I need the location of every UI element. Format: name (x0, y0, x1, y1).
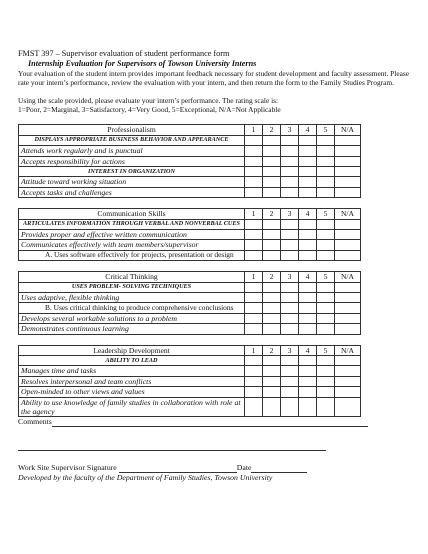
evaluation-form (18, 49, 410, 482)
rating-cell (335, 219, 361, 229)
section-header-row (19, 345, 361, 355)
rating-cell[interactable] (299, 240, 317, 250)
rating-cell[interactable] (335, 303, 361, 313)
rating-column-header: 3 (281, 209, 299, 219)
rating-cell[interactable] (317, 293, 335, 303)
rating-cell (317, 219, 335, 229)
table-row (19, 250, 361, 260)
rating-column-header: N/A (335, 209, 361, 219)
rating-cell[interactable] (335, 366, 361, 376)
section-title: Leadership Development (19, 345, 245, 355)
rating-cell[interactable] (281, 230, 299, 240)
rating-cell[interactable] (317, 187, 335, 197)
signature-label: Work Site Supervisor Signature (18, 463, 117, 473)
table-row (19, 324, 361, 334)
criteria-item: Uses adaptive, flexible thinking (19, 293, 245, 303)
rating-cell (245, 219, 263, 229)
table-row (19, 230, 361, 240)
scale-legend: 1=Poor, 2=Marginal, 3=Satisfactory, 4=Very Good, 5=Exceptional, N/A=Not Applicable (18, 105, 281, 115)
rating-cell[interactable] (263, 387, 281, 397)
rating-cell (281, 135, 299, 145)
table-row (19, 366, 361, 376)
rating-cell[interactable] (317, 313, 335, 323)
rating-cell[interactable] (281, 156, 299, 166)
rating-cell[interactable] (299, 177, 317, 187)
criteria-item: Attitude toward working situation (19, 177, 245, 187)
rating-cell[interactable] (281, 366, 299, 376)
rating-cell (299, 135, 317, 145)
rating-cell[interactable] (263, 366, 281, 376)
rating-cell (317, 356, 335, 366)
table-row (19, 387, 361, 397)
rating-column-header: 4 (299, 345, 317, 355)
date-label: Date (236, 463, 252, 473)
rating-cell[interactable] (245, 177, 263, 187)
comments-extra-line-row (18, 433, 410, 451)
rating-cell[interactable] (281, 187, 299, 197)
rating-column-header: 4 (299, 272, 317, 282)
criteria-item: Accepts responsibility for actions (19, 156, 245, 166)
rating-cell (317, 135, 335, 145)
criteria-item: Resolves interpersonal and team conflicts (19, 376, 245, 386)
rating-column-header: N/A (335, 125, 361, 135)
table-row (19, 177, 361, 187)
rating-cell[interactable] (317, 324, 335, 334)
rating-column-header: N/A (335, 272, 361, 282)
section-table (18, 124, 361, 198)
rating-cell[interactable] (335, 146, 361, 156)
rating-cell (335, 135, 361, 145)
rating-cell[interactable] (263, 397, 281, 417)
rating-column-header: 2 (263, 345, 281, 355)
table-row (19, 156, 361, 166)
rating-column-header: 2 (263, 272, 281, 282)
rating-cell (335, 356, 361, 366)
criteria-item: Develops several workable solutions to a problem (19, 313, 245, 323)
rating-cell[interactable] (245, 324, 263, 334)
rating-column-header: N/A (335, 345, 361, 355)
rating-cell[interactable] (263, 177, 281, 187)
rating-cell[interactable] (281, 324, 299, 334)
rating-cell[interactable] (335, 187, 361, 197)
rating-cell (317, 282, 335, 292)
table-row (19, 135, 361, 145)
table-row (19, 293, 361, 303)
table-row (19, 240, 361, 250)
table-row (19, 167, 361, 177)
rating-cell[interactable] (299, 376, 317, 386)
rating-cell[interactable] (263, 156, 281, 166)
rating-cell[interactable] (263, 303, 281, 313)
date-line[interactable] (251, 464, 307, 473)
rating-cell[interactable] (335, 397, 361, 417)
criteria-item: Communicates effectively with team members/supervisor (19, 240, 245, 250)
rating-column-header: 4 (299, 209, 317, 219)
rating-cell[interactable] (263, 250, 281, 260)
rating-cell[interactable] (335, 387, 361, 397)
rating-cell[interactable] (317, 240, 335, 250)
table-row (19, 397, 361, 417)
rating-cell (281, 282, 299, 292)
criteria-category: ABILITY TO LEAD (19, 356, 245, 366)
rating-cell[interactable] (335, 250, 361, 260)
rating-cell (335, 167, 361, 177)
rating-cell (263, 219, 281, 229)
rating-column-header: 1 (245, 272, 263, 282)
section-table (18, 345, 361, 418)
rating-cell (299, 356, 317, 366)
rating-cell (263, 135, 281, 145)
rating-cell[interactable] (335, 230, 361, 240)
rating-cell (245, 356, 263, 366)
rating-cell[interactable] (335, 177, 361, 187)
rating-column-header: 2 (263, 125, 281, 135)
rating-column-header: 1 (245, 209, 263, 219)
comments-label: Comments (18, 417, 52, 427)
rating-cell[interactable] (263, 230, 281, 240)
rating-cell[interactable] (317, 376, 335, 386)
rating-cell[interactable] (317, 146, 335, 156)
rating-cell (245, 135, 263, 145)
rating-cell[interactable] (317, 303, 335, 313)
rating-cell[interactable] (281, 387, 299, 397)
comments-row (18, 417, 410, 427)
criteria-item: B. Uses critical thinking to produce comprehensive conclusions (19, 303, 245, 313)
rating-column-header: 1 (245, 345, 263, 355)
rating-cell[interactable] (299, 303, 317, 313)
form-title: FMST 397 – Supervisor evaluation of student performance form (18, 49, 230, 58)
rating-cell (245, 167, 263, 177)
rating-cell[interactable] (245, 250, 263, 260)
rating-column-header: 5 (317, 209, 335, 219)
rating-cell[interactable] (299, 313, 317, 323)
rating-cell[interactable] (245, 376, 263, 386)
rating-column-header: 5 (317, 345, 335, 355)
table-row (19, 303, 361, 313)
criteria-item: Manages time and tasks (19, 366, 245, 376)
scale-instruction: Using the scale provided, please evaluate your intern’s performance. The rating scale is: (18, 96, 279, 105)
section-title: Critical Thinking (19, 272, 245, 282)
rating-cell[interactable] (245, 397, 263, 417)
intro-paragraph: Your evaluation of the student intern provides important feedback necessary for student development and faculty assessment. Please rate your intern’s performance, review the evaluation with your intern, and then return the form to the Family Studies Program. (18, 68, 410, 87)
rating-cell[interactable] (317, 397, 335, 417)
rating-cell (299, 219, 317, 229)
rating-cell (263, 167, 281, 177)
criteria-item: Demonstrates continuous learning (19, 324, 245, 334)
rating-cell[interactable] (299, 187, 317, 197)
rating-cell[interactable] (245, 293, 263, 303)
rating-cell (281, 167, 299, 177)
comments-line[interactable] (52, 418, 368, 427)
rating-cell[interactable] (299, 250, 317, 260)
comments-line-2[interactable] (18, 446, 326, 451)
criteria-category: INTEREST IN ORGANIZATION (19, 167, 245, 177)
rating-cell[interactable] (263, 376, 281, 386)
rating-cell[interactable] (335, 376, 361, 386)
rating-cell[interactable] (281, 397, 299, 417)
rating-cell[interactable] (299, 230, 317, 240)
rating-cell[interactable] (281, 376, 299, 386)
rating-cell (299, 167, 317, 177)
rating-sections (18, 124, 410, 417)
rating-column-header: 3 (281, 272, 299, 282)
rating-column-header: 3 (281, 345, 299, 355)
rating-cell[interactable] (299, 156, 317, 166)
rating-cell[interactable] (245, 230, 263, 240)
section-title: Communication Skills (19, 209, 245, 219)
table-row (19, 356, 361, 366)
rating-cell[interactable] (317, 177, 335, 187)
rating-cell[interactable] (263, 324, 281, 334)
criteria-item: A. Uses software effectively for projects, presentation or design (19, 250, 245, 260)
rating-column-header: 3 (281, 125, 299, 135)
rating-cell[interactable] (299, 146, 317, 156)
credit-line: Developed by the faculty of the Department of Family Studies, Towson University (18, 472, 273, 482)
section-table (18, 271, 361, 334)
rating-cell[interactable] (245, 313, 263, 323)
rating-cell[interactable] (245, 240, 263, 250)
rating-cell[interactable] (281, 303, 299, 313)
rating-cell[interactable] (335, 324, 361, 334)
rating-cell[interactable] (281, 293, 299, 303)
criteria-item: Open-minded to other views and values (19, 387, 245, 397)
rating-column-header: 5 (317, 272, 335, 282)
rating-cell[interactable] (317, 366, 335, 376)
rating-cell[interactable] (335, 156, 361, 166)
criteria-item: Accepts tasks and challenges (19, 187, 245, 197)
rating-cell[interactable] (299, 366, 317, 376)
rating-cell[interactable] (245, 366, 263, 376)
rating-cell[interactable] (281, 313, 299, 323)
rating-cell (281, 219, 299, 229)
table-row (19, 219, 361, 229)
form-subtitle: Internship Evaluation for Supervisors of Towson University Interns (28, 58, 257, 68)
table-row (19, 376, 361, 386)
rating-cell[interactable] (245, 146, 263, 156)
criteria-category: USES PROBLEM- SOLVING TECHNIQUES (19, 282, 245, 292)
rating-cell (299, 282, 317, 292)
rating-column-header: 5 (317, 125, 335, 135)
rating-cell[interactable] (299, 387, 317, 397)
table-row (19, 187, 361, 197)
rating-cell[interactable] (263, 187, 281, 197)
rating-cell[interactable] (317, 250, 335, 260)
rating-column-header: 1 (245, 125, 263, 135)
rating-cell (263, 356, 281, 366)
rating-cell[interactable] (263, 146, 281, 156)
criteria-item: Attends work regularly and is punctual (19, 146, 245, 156)
rating-cell[interactable] (281, 250, 299, 260)
rating-cell[interactable] (281, 240, 299, 250)
rating-cell[interactable] (263, 240, 281, 250)
rating-column-header: 2 (263, 209, 281, 219)
table-row (19, 146, 361, 156)
rating-cell (317, 167, 335, 177)
signature-line[interactable] (119, 464, 237, 473)
rating-cell[interactable] (317, 156, 335, 166)
rating-cell (281, 356, 299, 366)
rating-cell (335, 282, 361, 292)
rating-column-header: 4 (299, 125, 317, 135)
table-row (19, 282, 361, 292)
rating-cell[interactable] (299, 324, 317, 334)
rating-cell[interactable] (263, 293, 281, 303)
rating-cell (245, 282, 263, 292)
signature-row (18, 463, 410, 473)
rating-cell[interactable] (317, 387, 335, 397)
rating-cell[interactable] (335, 293, 361, 303)
rating-cell[interactable] (299, 293, 317, 303)
rating-cell[interactable] (245, 387, 263, 397)
rating-cell[interactable] (263, 313, 281, 323)
section-table (18, 208, 361, 261)
section-header-row (19, 272, 361, 282)
rating-cell[interactable] (281, 146, 299, 156)
criteria-item: Provides proper and effective written communication (19, 230, 245, 240)
rating-cell[interactable] (281, 177, 299, 187)
rating-cell[interactable] (335, 240, 361, 250)
rating-cell[interactable] (299, 397, 317, 417)
rating-cell[interactable] (245, 156, 263, 166)
criteria-category: DISPLAYS APPROPRIATE BUSINESS BEHAVIOR AND APPEARANCE (19, 135, 245, 145)
rating-cell[interactable] (335, 313, 361, 323)
table-row (19, 313, 361, 323)
section-header-row (19, 125, 361, 135)
criteria-item: Ability to use knowledge of family studies in collaboration with role at the agency (19, 397, 245, 417)
rating-cell[interactable] (245, 303, 263, 313)
rating-cell[interactable] (245, 187, 263, 197)
rating-cell[interactable] (317, 230, 335, 240)
criteria-category: ARTICULATES INFORMATION THROUGH VERBAL AND NONVERBAL CUES (19, 219, 245, 229)
section-title: Professionalism (19, 125, 245, 135)
section-header-row (19, 209, 361, 219)
rating-cell (263, 282, 281, 292)
